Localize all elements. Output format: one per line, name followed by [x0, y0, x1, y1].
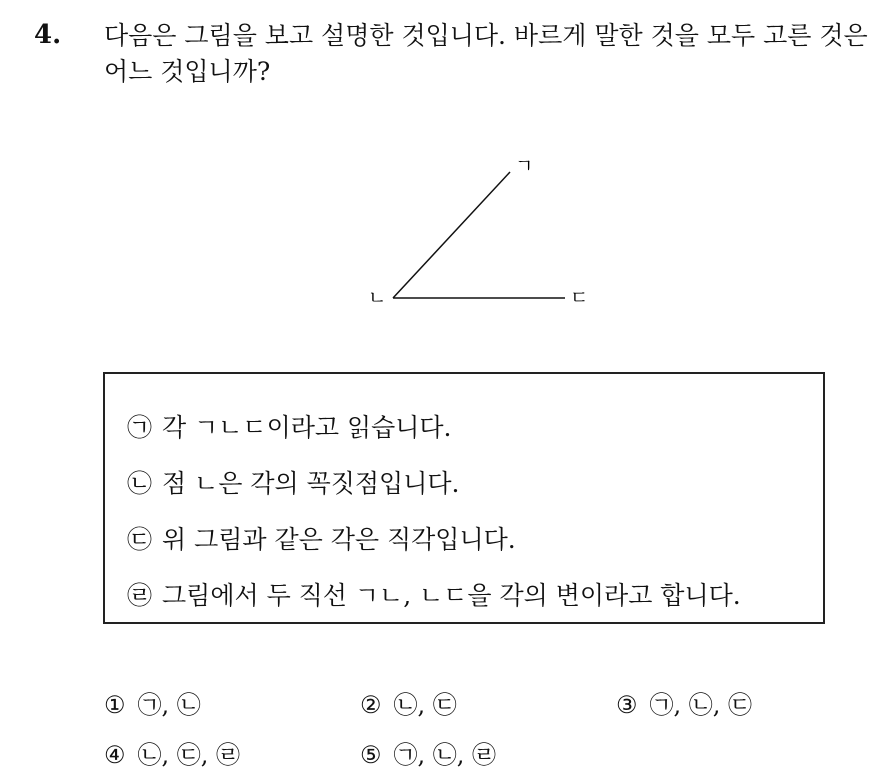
angle-figure [360, 150, 620, 320]
question-number: 4. [34, 20, 62, 50]
statement-mark: ㉠ [127, 413, 153, 442]
choice-text: ㉠, ㉡, ㉣ [393, 741, 497, 769]
statements-box [103, 372, 825, 624]
question-stem: 다음은 그림을 보고 설명한 것입니다. 바르게 말한 것을 모두 고른 것은 어느 것입니까? [104, 21, 868, 86]
vertex-label-right: ㄷ [570, 287, 589, 309]
answer-choice-2[interactable] [360, 690, 457, 720]
statement-item [127, 468, 459, 500]
choice-number: ② [360, 691, 382, 719]
choice-text: ㉠, ㉡ [137, 691, 201, 719]
statement-text: 점 ㄴ은 각의 꼭짓점입니다. [162, 469, 460, 498]
choice-number: ① [104, 691, 126, 719]
statement-text: 위 그림과 같은 각은 직각입니다. [162, 525, 516, 554]
vertex-label-vertex: ㄴ [368, 287, 387, 309]
statement-item [127, 580, 741, 612]
statement-item [127, 524, 516, 556]
choice-text: ㉡, ㉢, ㉣ [137, 741, 241, 769]
statement-text: 각 ㄱㄴㄷ이라고 읽습니다. [162, 413, 452, 442]
choice-text: ㉠, ㉡, ㉢ [649, 691, 753, 719]
answer-choice-3[interactable] [616, 690, 752, 720]
choice-number: ③ [616, 691, 638, 719]
choice-text: ㉡, ㉢ [393, 691, 457, 719]
choice-number: ⑤ [360, 741, 382, 769]
ray-vertex-to-top [393, 172, 510, 298]
statement-text: 그림에서 두 직선 ㄱㄴ, ㄴㄷ을 각의 변이라고 합니다. [162, 581, 741, 610]
statement-item [127, 412, 452, 444]
answer-choice-5[interactable] [360, 740, 496, 770]
vertex-label-top: ㄱ [515, 155, 534, 177]
statement-mark: ㉡ [127, 469, 153, 498]
statement-mark: ㉢ [127, 525, 153, 554]
answer-choice-4[interactable] [104, 740, 240, 770]
statement-mark: ㉣ [127, 581, 153, 610]
choice-number: ④ [104, 741, 126, 769]
answer-choice-1[interactable] [104, 690, 201, 720]
